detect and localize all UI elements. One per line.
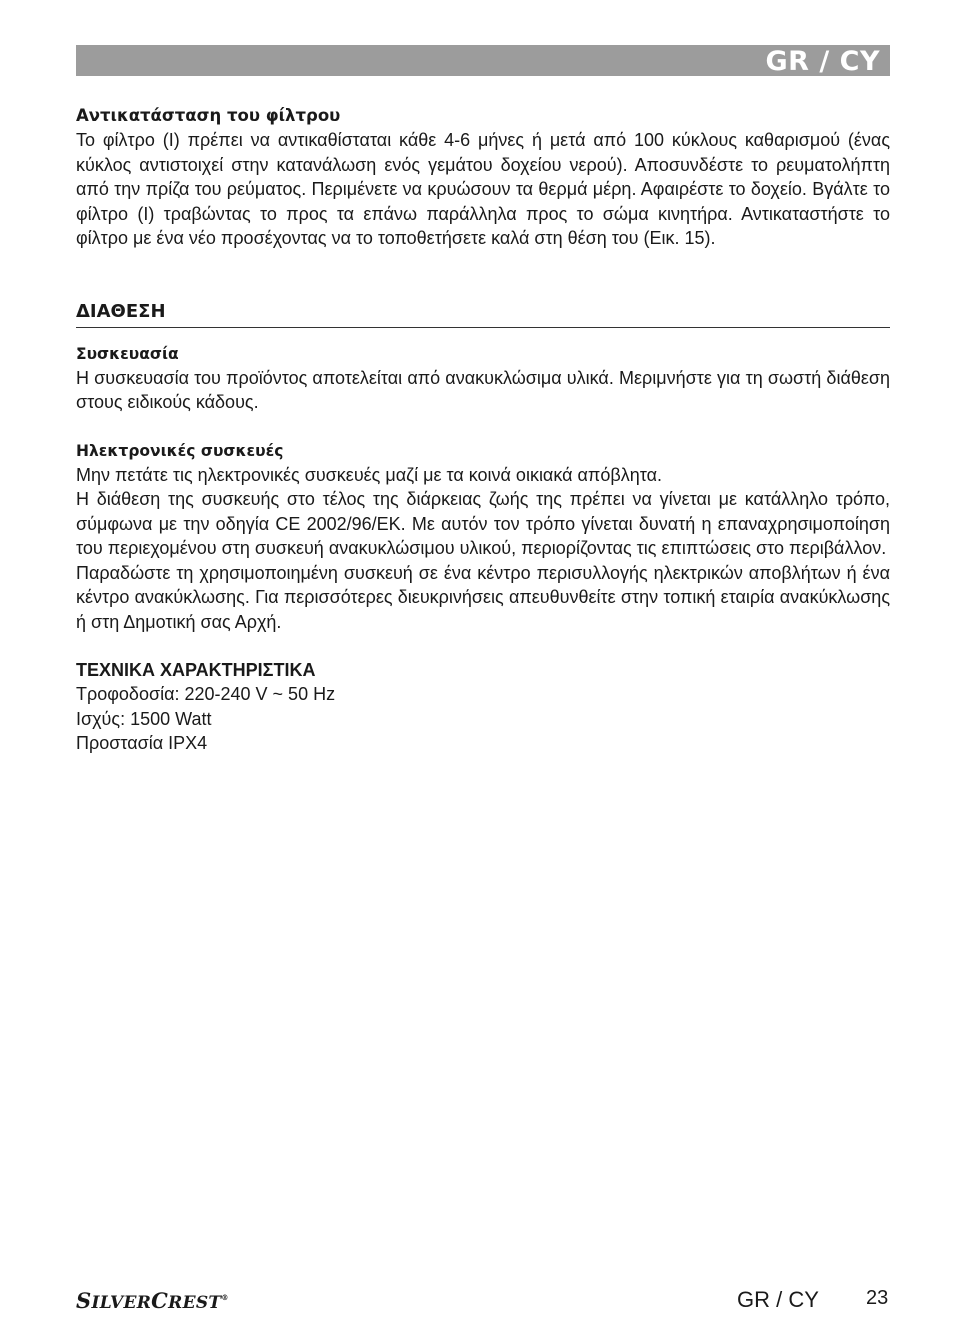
electronics-paragraph-3: Παραδώστε τη χρησιμοποιημένη συσκευή σε ένα κέντρο περισυλλογής ηλεκτρικών αποβλήτων ή ένα κέντρο ανακύκλωσης. Για περισσότερες διευκρινήσεις απευθυνθείτε στην τοπική εταιρία ανακύκλωσης ή στη Δημοτική σας Αρχή. [76,562,890,632]
packaging-text: Η συσκευασία του προϊόντος αποτελείται από ανακυκλώσιμα υλικά. Μεριμνήστε για τη σωστή διάθεση στους ειδικούς κάδους. [76,367,890,412]
filter-section [76,104,890,251]
packaging-title: Συσκευασία [76,344,179,363]
tech-power-supply: Τροφοδοσία: 220-240 V ~ 50 Hz [76,684,336,704]
footer-language-label: GR / CY [737,1287,819,1312]
disposal-title: ΔΙΑΘΕΣΗ [76,299,890,328]
logo-s: S [76,1288,92,1313]
page-content [76,104,890,756]
page-number: 23 [866,1287,889,1309]
logo-rest: REST [168,1293,222,1313]
electronics-title: Ηλεκτρονικές συσκευές [76,441,284,460]
header-bar [76,45,890,76]
logo-c: C [151,1288,169,1313]
filter-text: Το φίλτρο (I) πρέπει να αντικαθίσταται κάθε 4-6 μήνες ή μετά από 100 κύκλους καθαρισμού (ένας κύκλος αντιστοιχεί στην κατανάλωση ενός γεμάτου δοχείου νερού). Αποσυνδέστε το ρευματολήπτη από την πρίζα του ρεύματος. Περιμένετε να κρυώσουν τα θερμά μέρη. Αφαιρέστε το δοχείο. Βγάλτε το φίλτρο (I) τραβώντας το προς τα επάνω παράλληλα προς το σώμα κινητήρα. Αντικαταστήστε το φίλτρο με ένα νέο προσέχοντας να το τοποθετήσετε καλά στη θέση του (Εικ. 15). [76,130,890,248]
electronics-section [76,439,890,635]
filter-title: Αντικατάσταση του φίλτρου [76,106,341,125]
electronics-paragraph-1: Μην πετάτε τις ηλεκτρονικές συσκευές μαζί με τα κοινά οικιακά απόβλητα. [76,464,662,485]
logo-registered: ® [221,1293,229,1302]
header-language-label: GR / CY [765,46,880,77]
electronics-paragraph-2: Η διάθεση της συσκευής στο τέλος της διάρκειας ζωής της πρέπει να γίνεται με κατάλληλο τρόπο, σύμφωνα με την οδηγία CE 2002/96/ΕΚ. Με αυτόν τον τρόπο γίνεται δυνατή η επαναχρησιμοποίηση του περιεχομένου στη συσκευή ανακυκλώσιμου υλικού, περιορίζοντας τις επιπτώσεις στο περιβάλλον. [76,489,890,558]
tech-title: ΤΕΧΝΙΚΑ ΧΑΡΑΚΤΗΡΙΣΤΙΚΑ [76,660,316,680]
tech-protection: Προστασία IPX4 [76,733,208,753]
tech-power: Ισχύς: 1500 Watt [76,708,212,729]
silvercrest-logo [76,1288,229,1313]
logo-ilver: ILVER [91,1293,152,1313]
packaging-section [76,342,890,415]
